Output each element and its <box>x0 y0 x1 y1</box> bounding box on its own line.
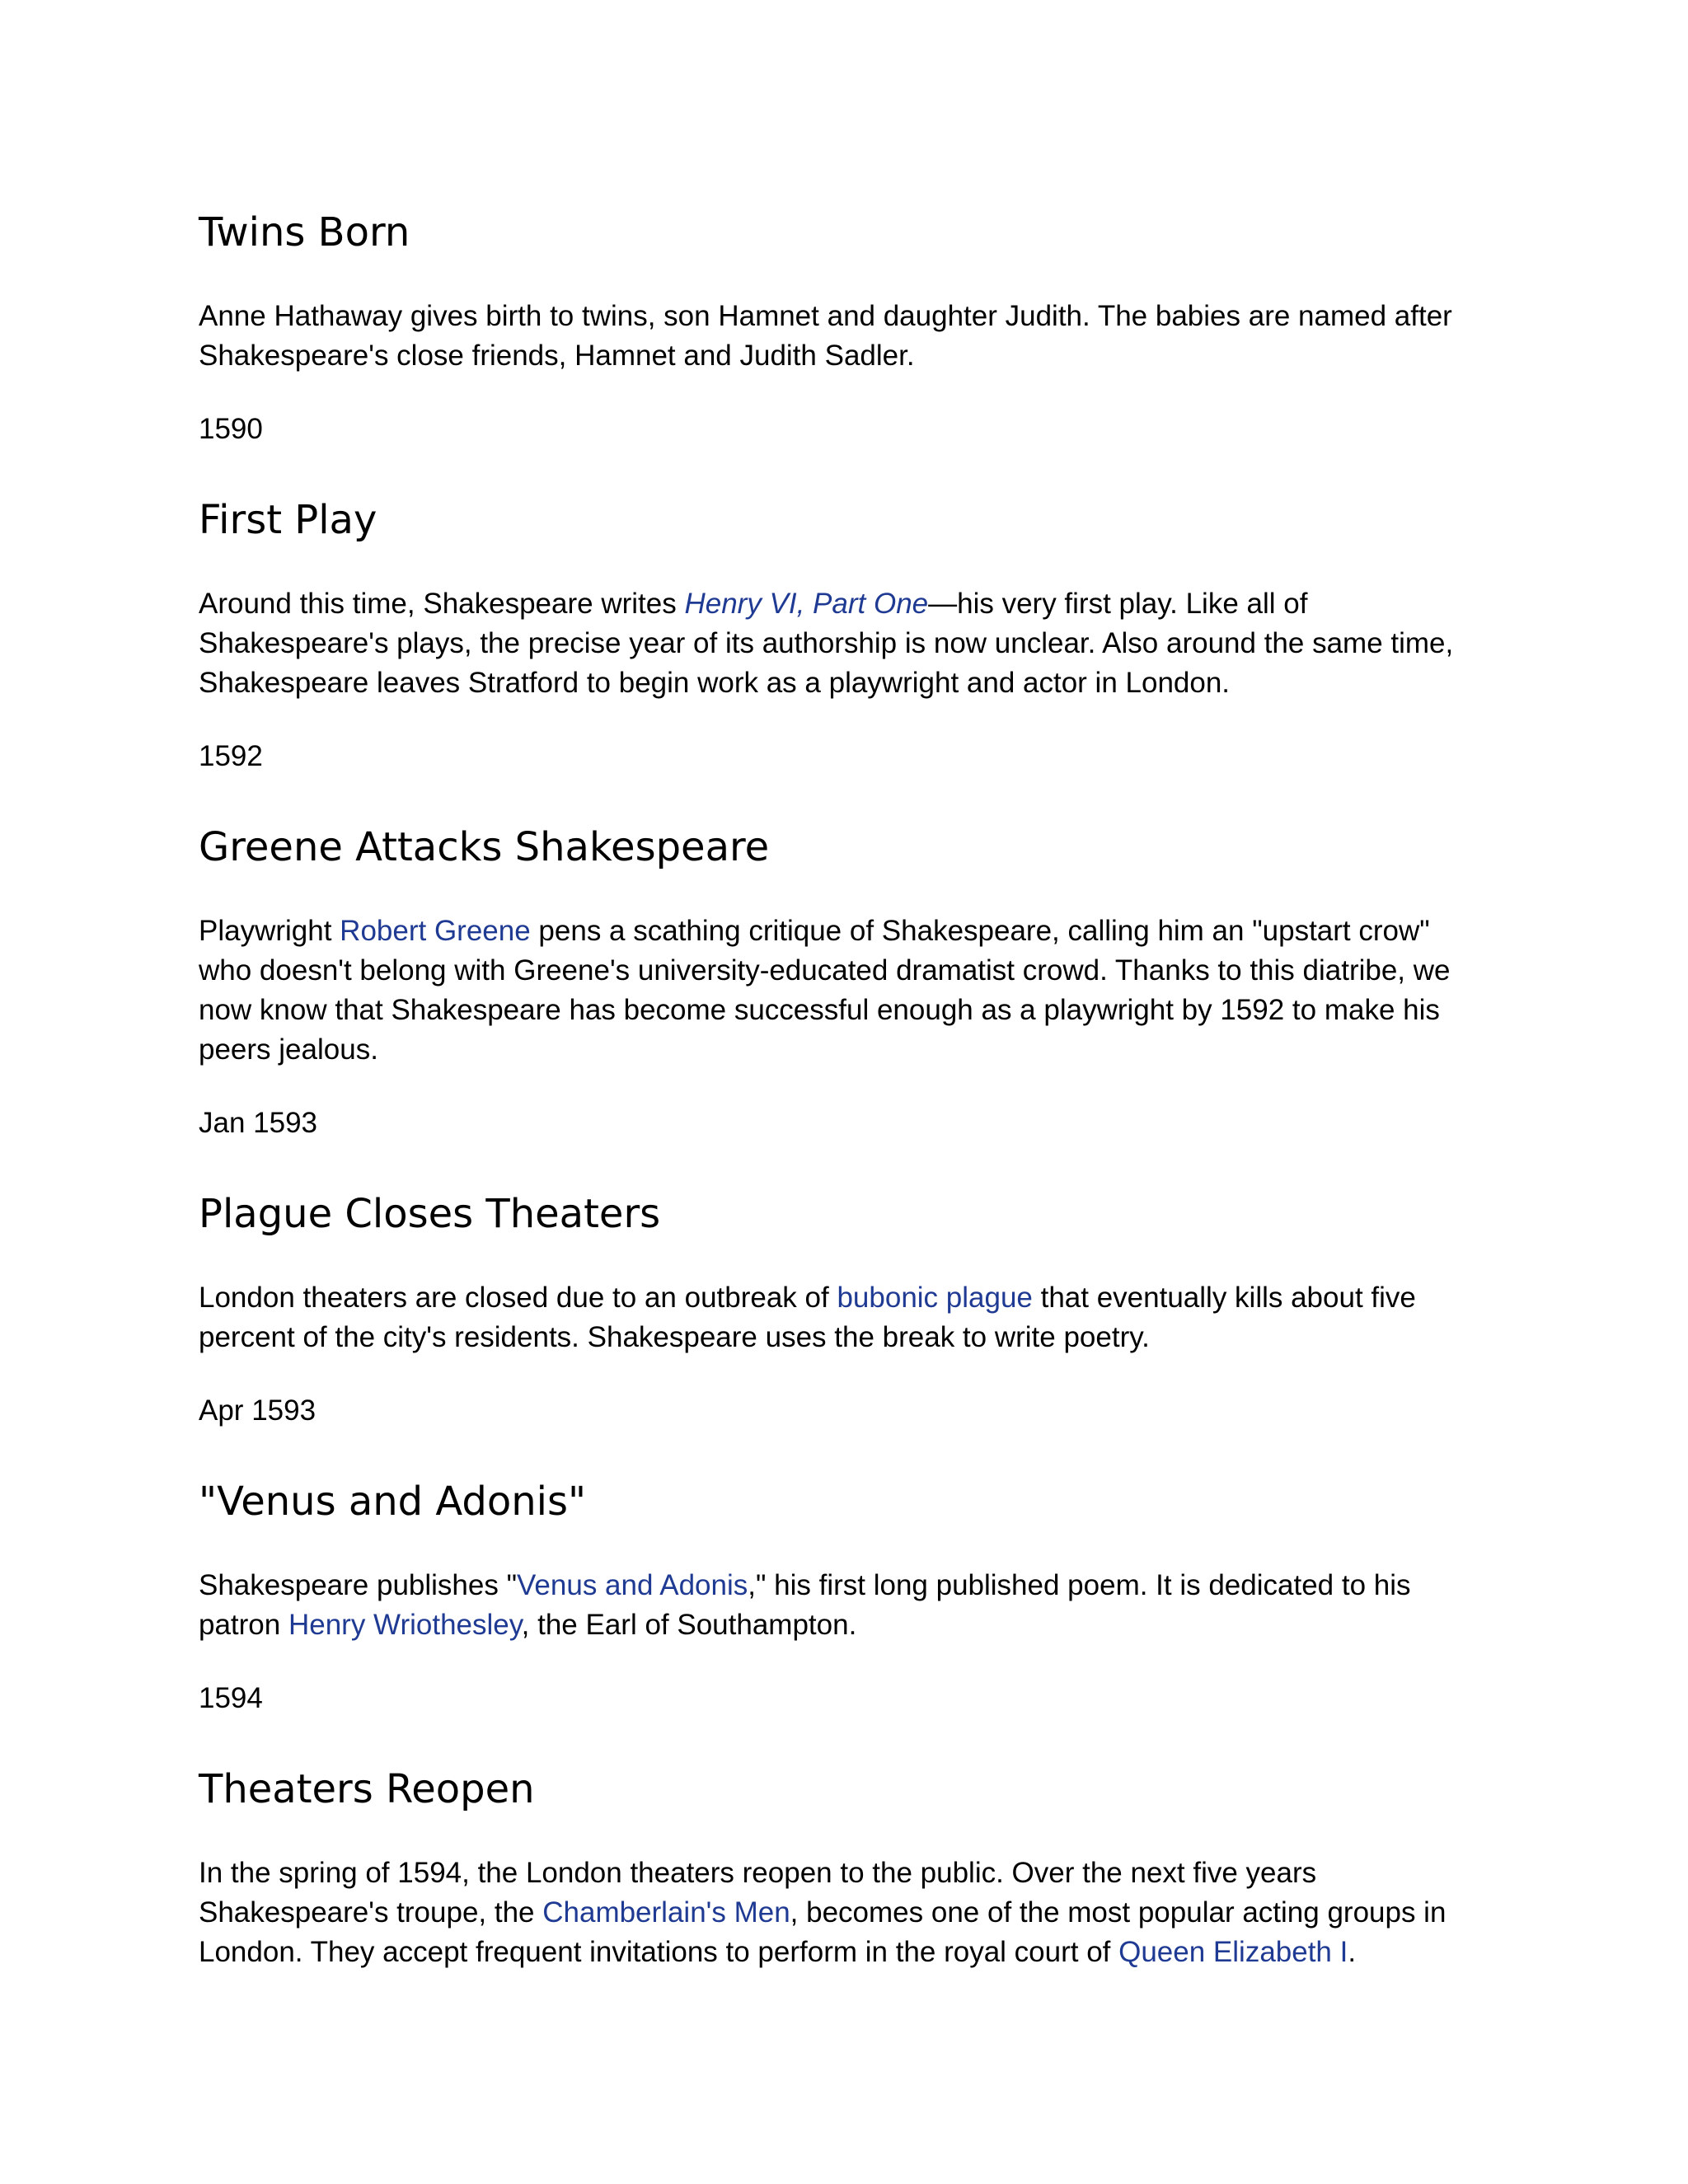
text-line: Shakespeare's plays, the precise year of its authorship is now unclear. Also around the same time, <box>199 627 1454 659</box>
event-heading: Theaters Reopen <box>199 1766 535 1812</box>
link-venus-and-adonis[interactable]: Venus and Adonis <box>517 1569 748 1601</box>
event-heading: Greene Attacks Shakespeare <box>199 824 770 870</box>
event-date: 1592 <box>199 740 263 772</box>
event-description <box>199 1278 1501 1357</box>
link-chamberlains-men[interactable]: Chamberlain's Men <box>542 1896 790 1929</box>
event-heading: First Play <box>199 497 377 543</box>
event-date: Apr 1593 <box>199 1394 316 1427</box>
event-description <box>199 584 1501 703</box>
text-line: peers jealous. <box>199 1033 378 1066</box>
event-description <box>199 1566 1501 1645</box>
event-date: 1590 <box>199 413 263 445</box>
event-description <box>199 1854 1501 1972</box>
link-queen-elizabeth-i[interactable]: Queen Elizabeth I <box>1118 1936 1348 1968</box>
event-heading: "Venus and Adonis" <box>199 1479 587 1525</box>
event-description <box>199 297 1501 376</box>
text-line: Shakespeare leaves Stratford to begin work as a playwright and actor in London. <box>199 667 1231 699</box>
text-line: now know that Shakespeare has become successful enough as a playwright by 1592 to make his <box>199 994 1440 1026</box>
text-line: London. They accept frequent invitations to perform in the royal court of Queen Elizabeth I. <box>199 1936 1357 1968</box>
event-date: 1594 <box>199 1682 263 1714</box>
event-heading: Plague Closes Theaters <box>199 1191 661 1237</box>
text-line: Shakespeare's close friends, Hamnet and Judith Sadler. <box>199 340 915 372</box>
text-line: Around this time, Shakespeare writes Henry VI, Part One—his very first play. Like all of <box>199 588 1308 620</box>
link-henry-vi-part-one[interactable]: Henry VI, Part One <box>684 588 929 620</box>
text-line: Anne Hathaway gives birth to twins, son Hamnet and daughter Judith. The babies are named after <box>199 300 1452 332</box>
text-line: London theaters are closed due to an outbreak of bubonic plague that eventually kills about five <box>199 1282 1416 1314</box>
text-line: Playwright Robert Greene pens a scathing critique of Shakespeare, calling him an "upstart crow" <box>199 915 1430 947</box>
link-bubonic-plague[interactable]: bubonic plague <box>837 1282 1033 1314</box>
event-date: Jan 1593 <box>199 1107 318 1139</box>
link-robert-greene[interactable]: Robert Greene <box>340 915 531 947</box>
text-line: percent of the city's residents. Shakespeare uses the break to write poetry. <box>199 1321 1150 1353</box>
text-line: Shakespeare's troupe, the Chamberlain's Men, becomes one of the most popular acting groups in <box>199 1896 1447 1929</box>
link-henry-wriothesley[interactable]: Henry Wriothesley <box>288 1609 522 1641</box>
text-line: In the spring of 1594, the London theaters reopen to the public. Over the next five years <box>199 1857 1317 1889</box>
text-line: Shakespeare publishes "Venus and Adonis," his first long published poem. It is dedicated to his <box>199 1569 1411 1601</box>
text-line: patron Henry Wriothesley, the Earl of Southampton. <box>199 1609 857 1641</box>
event-heading: Twins Born <box>199 209 410 255</box>
event-description <box>199 912 1501 1070</box>
text-line: who doesn't belong with Greene's university-educated dramatist crowd. Thanks to this diatribe, we <box>199 954 1451 987</box>
